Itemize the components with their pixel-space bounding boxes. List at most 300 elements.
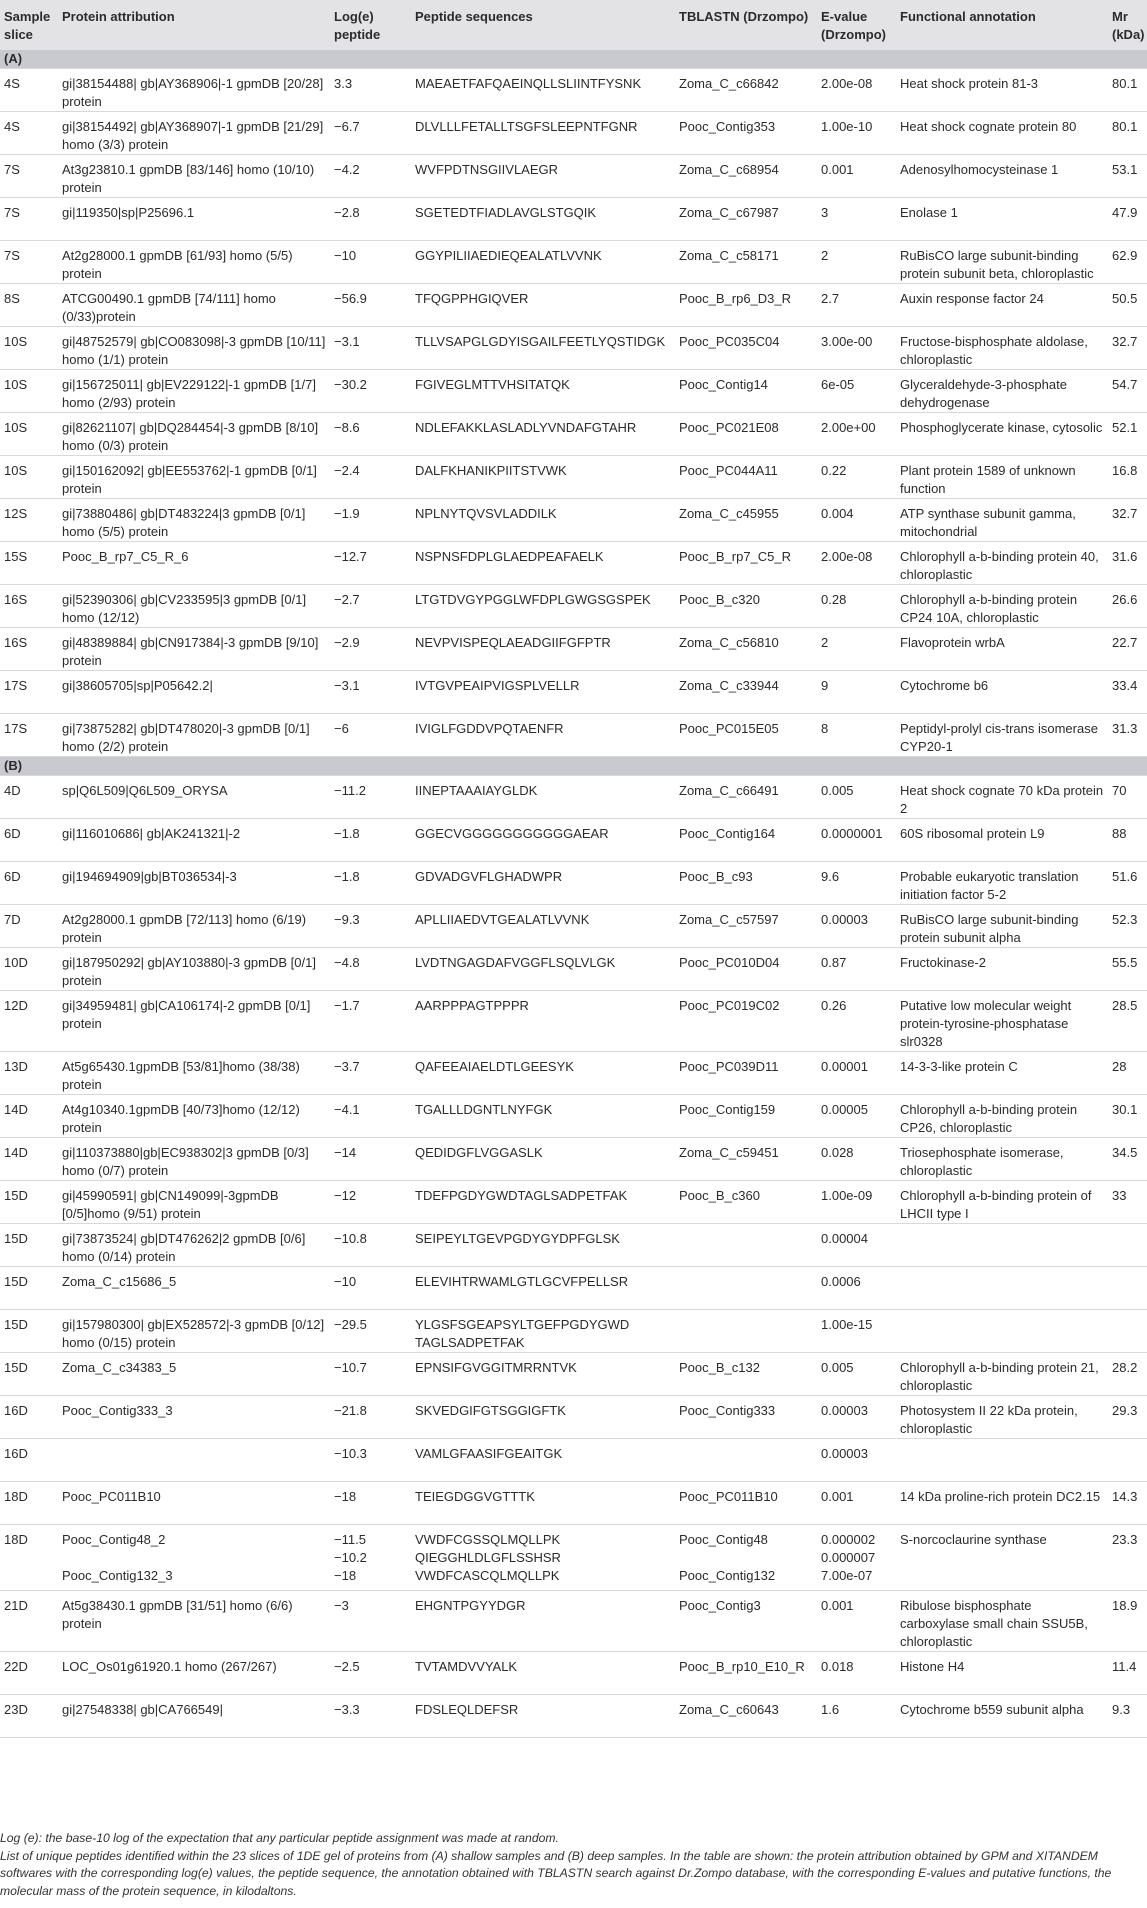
peptide-line: IVIGLFGDDVPQTAENFR: [415, 721, 564, 736]
cell-peptide-sequences: [411, 1138, 675, 1181]
cell-functional-annotation: [896, 1439, 1108, 1482]
cell-functional-annotation: RuBisCO large subunit-binding protein subunit alpha: [896, 905, 1108, 948]
cell-mr: 26.6: [1108, 585, 1147, 628]
cell-functional-annotation: Triosephosphate isomerase, chloroplastic: [896, 1138, 1108, 1181]
cell-peptide-sequences: [411, 991, 675, 1052]
cell-evalue: [817, 456, 896, 499]
section-row: [0, 757, 1147, 776]
cell-peptide-sequences: [411, 1310, 675, 1353]
tblastn-line: Pooc_B_rp6_D3_R: [679, 291, 792, 306]
cell-functional-annotation: Chlorophyll a-b-binding protein of LHCII type I: [896, 1181, 1108, 1224]
evalue-line: 3.00e-00: [821, 334, 873, 349]
cell-mr: 32.7: [1108, 327, 1147, 370]
cell-sample-slice: 23D: [0, 1695, 58, 1738]
cell-functional-annotation: 60S ribosomal protein L9: [896, 819, 1108, 862]
cell-mr: 31.3: [1108, 714, 1147, 757]
evalue-line: 1.00e-15: [821, 1317, 873, 1332]
table-row: [0, 1267, 1147, 1310]
cell-functional-annotation: Plant protein 1589 of unknown function: [896, 456, 1108, 499]
cell-sample-slice: 15D: [0, 1267, 58, 1310]
cell-tblastn: [675, 1181, 817, 1224]
cell-tblastn: [675, 1695, 817, 1738]
tblastn-line: Pooc_Contig353: [679, 119, 776, 134]
cell-functional-annotation: RuBisCO large subunit-binding protein subunit beta, chloroplastic: [896, 241, 1108, 284]
table-row: [0, 1181, 1147, 1224]
cell-evalue: [817, 585, 896, 628]
cell-protein-attribution: gi|157980300| gb|EX528572|-3 gpmDB [0/12] homo (0/15) protein: [58, 1310, 330, 1353]
cell-evalue: [817, 1052, 896, 1095]
cell-evalue: [817, 1525, 896, 1591]
cell-peptide-sequences: [411, 1267, 675, 1310]
cell-protein-attribution: gi|48389884| gb|CN917384|-3 gpmDB [9/10] protein: [58, 628, 330, 671]
cell-mr: 9.3: [1108, 1695, 1147, 1738]
cell-evalue: [817, 69, 896, 112]
tblastn-line: Pooc_B_c360: [679, 1188, 760, 1203]
cell-protein-attribution: Pooc_Contig48_2 Pooc_Contig132_3: [58, 1525, 330, 1591]
cell-protein-attribution: LOC_Os01g61920.1 homo (267/267): [58, 1652, 330, 1695]
cell-tblastn: [675, 862, 817, 905]
table-row: [0, 1052, 1147, 1095]
peptide-line: IVTGVPEAIPVIGSPLVELLR: [415, 678, 580, 693]
cell-functional-annotation: Fructokinase-2: [896, 948, 1108, 991]
cell-peptide-sequences: [411, 1095, 675, 1138]
cell-tblastn: [675, 542, 817, 585]
cell-functional-annotation: Peptidyl-prolyl cis-trans isomerase CYP20-1: [896, 714, 1108, 757]
cell-sample-slice: 21D: [0, 1591, 58, 1652]
table-row: [0, 905, 1147, 948]
peptide-line: VWDFCASCQLMQLLPK: [415, 1568, 560, 1583]
cell-evalue: [817, 1267, 896, 1310]
tblastn-line: [679, 1230, 813, 1248]
cell-sample-slice: 15D: [0, 1353, 58, 1396]
peptide-line: QAFEEAIAELDTLGEESYK: [415, 1059, 574, 1074]
peptide-line: FDSLEQLDEFSR: [415, 1702, 519, 1717]
cell-peptide-sequences: [411, 284, 675, 327]
cell-protein-attribution: gi|116010686| gb|AK241321|-2: [58, 819, 330, 862]
evalue-line: 0.000002: [821, 1532, 876, 1547]
evalue-line: 0.004: [821, 506, 854, 521]
cell-sample-slice: 15S: [0, 542, 58, 585]
cell-sample-slice: 7D: [0, 905, 58, 948]
cell-loge: −10.3: [330, 1439, 411, 1482]
cell-evalue: [817, 862, 896, 905]
peptide-line: QIEGGHLDLGFLSSHSR: [415, 1550, 561, 1565]
peptide-line: QEDIDGFLVGGASLK: [415, 1145, 543, 1160]
cell-loge: 3.3: [330, 69, 411, 112]
cell-functional-annotation: Probable eukaryotic translation initiation factor 5-2: [896, 862, 1108, 905]
cell-protein-attribution: gi|73875282| gb|DT478020|-3 gpmDB [0/1] homo (2/2) protein: [58, 714, 330, 757]
cell-peptide-sequences: [411, 499, 675, 542]
cell-tblastn: [675, 1138, 817, 1181]
cell-protein-attribution: gi|110373880|gb|EC938302|3 gpmDB [0/3] homo (0/7) protein: [58, 1138, 330, 1181]
footnote-loge: Log (e): the base-10 log of the expectation that any particular peptide assignment was made at random.: [0, 1831, 559, 1845]
header-sample-slice: Sample slice: [0, 0, 58, 50]
cell-functional-annotation: Heat shock cognate protein 80: [896, 112, 1108, 155]
peptide-line: TLLVSAPGLGDYISGAILFEETLYQSTIDGK: [415, 334, 666, 349]
evalue-line: 3: [821, 205, 829, 220]
cell-evalue: [817, 714, 896, 757]
evalue-line: 2.7: [821, 291, 840, 306]
cell-peptide-sequences: [411, 413, 675, 456]
table-row: [0, 948, 1147, 991]
section-row: [0, 50, 1147, 69]
cell-tblastn: [675, 905, 817, 948]
table-row: [0, 1396, 1147, 1439]
cell-tblastn: [675, 155, 817, 198]
cell-protein-attribution: Zoma_C_c15686_5: [58, 1267, 330, 1310]
cell-loge: −1.9: [330, 499, 411, 542]
peptide-line: VWDFCGSSQLMQLLPK: [415, 1532, 561, 1547]
cell-loge: −6.7: [330, 112, 411, 155]
cell-functional-annotation: [896, 1267, 1108, 1310]
cell-functional-annotation: Chlorophyll a-b-binding protein 21, chloroplastic: [896, 1353, 1108, 1396]
cell-tblastn: [675, 198, 817, 241]
cell-loge: −11.2: [330, 776, 411, 819]
cell-tblastn: [675, 241, 817, 284]
cell-sample-slice: 16D: [0, 1439, 58, 1482]
section-label: (B): [0, 757, 1147, 776]
cell-functional-annotation: Putative low molecular weight protein-tyrosine-phosphatase slr0328: [896, 991, 1108, 1052]
cell-loge: −18: [330, 1482, 411, 1525]
evalue-line: 0.87: [821, 955, 847, 970]
cell-peptide-sequences: [411, 905, 675, 948]
evalue-line: 0.005: [821, 1360, 854, 1375]
cell-sample-slice: 10S: [0, 456, 58, 499]
table-row: [0, 112, 1147, 155]
table-row: [0, 1138, 1147, 1181]
cell-evalue: [817, 155, 896, 198]
cell-peptide-sequences: [411, 69, 675, 112]
peptide-line: YLGSFSGEAPSYLTGEFPGDYGWD: [415, 1317, 630, 1332]
tblastn-line: Pooc_PC010D04: [679, 955, 780, 970]
table-row: [0, 456, 1147, 499]
cell-peptide-sequences: [411, 1591, 675, 1652]
tblastn-line: Pooc_Contig48: [679, 1532, 768, 1547]
cell-protein-attribution: gi|38605705|sp|P05642.2|: [58, 671, 330, 714]
evalue-line: 0.00004: [821, 1231, 868, 1246]
cell-tblastn: [675, 628, 817, 671]
table-row: [0, 1525, 1147, 1591]
table-row: [0, 819, 1147, 862]
cell-loge: −2.8: [330, 198, 411, 241]
peptide-line: TFQGPPHGIQVER: [415, 291, 529, 306]
cell-tblastn: [675, 714, 817, 757]
peptide-line: VAMLGFAASIFGEAITGK: [415, 1446, 563, 1461]
cell-functional-annotation: 14 kDa proline-rich protein DC2.15: [896, 1482, 1108, 1525]
peptide-line: TGALLLDGNTLNYFGK: [415, 1102, 553, 1117]
cell-tblastn: [675, 585, 817, 628]
tblastn-line: Zoma_C_c66842: [679, 76, 779, 91]
cell-evalue: [817, 1224, 896, 1267]
cell-peptide-sequences: [411, 671, 675, 714]
cell-evalue: [817, 499, 896, 542]
evalue-line: 0.00003: [821, 912, 868, 927]
cell-functional-annotation: Chlorophyll a-b-binding protein CP26, chloroplastic: [896, 1095, 1108, 1138]
cell-loge: −2.4: [330, 456, 411, 499]
cell-mr: 11.4: [1108, 1652, 1147, 1695]
cell-sample-slice: 4S: [0, 69, 58, 112]
peptide-line: GGYPILIIAEDIEQEALATLVVNK: [415, 248, 602, 263]
tblastn-line: Zoma_C_c59451: [679, 1145, 779, 1160]
tblastn-line: [679, 1273, 813, 1291]
table-row: [0, 69, 1147, 112]
peptide-line: GGECVGGGGGGGGGGGAEAR: [415, 826, 609, 841]
peptide-line: WVFPDTNSGIIVLAEGR: [415, 162, 559, 177]
cell-peptide-sequences: [411, 585, 675, 628]
header-tblastn: TBLASTN (Drzompo): [675, 0, 817, 50]
evalue-line: 0.00005: [821, 1102, 868, 1117]
tblastn-line: Pooc_Contig14: [679, 377, 768, 392]
tblastn-line: Zoma_C_c58171: [679, 248, 779, 263]
cell-peptide-sequences: [411, 1652, 675, 1695]
cell-mr: [1108, 1224, 1147, 1267]
cell-loge: −21.8: [330, 1396, 411, 1439]
cell-tblastn: [675, 69, 817, 112]
header-functional-annotation: Functional annotation: [896, 0, 1108, 50]
evalue-line: 2: [821, 248, 829, 263]
cell-mr: 52.1: [1108, 413, 1147, 456]
cell-tblastn: [675, 991, 817, 1052]
evalue-line: 0.018: [821, 1659, 854, 1674]
table-row: [0, 1439, 1147, 1482]
cell-mr: 28.5: [1108, 991, 1147, 1052]
cell-tblastn: [675, 948, 817, 991]
cell-tblastn: [675, 1525, 817, 1591]
peptide-line: NPLNYTQVSVLADDILK: [415, 506, 557, 521]
cell-sample-slice: 10D: [0, 948, 58, 991]
header-row: [0, 0, 1147, 50]
table-row: [0, 1652, 1147, 1695]
cell-evalue: [817, 1482, 896, 1525]
cell-peptide-sequences: [411, 1525, 675, 1591]
cell-peptide-sequences: [411, 542, 675, 585]
evalue-line: 2: [821, 635, 829, 650]
footnote-caption: List of unique peptides identified within the 23 slices of 1DE gel of proteins from (A) shallow samples and (B) deep samples. In the table are shown: the protein attribution obtained by GPM and XITANDEM softwares with the corresponding log(e) values, the peptide sequence, the annotation obtained with TBLASTN search against Dr.Zompo database, with the corresponding E-values and putative functions, the molecular mass of the protein sequence, in kilodaltons.: [0, 1848, 1112, 1898]
cell-peptide-sequences: [411, 862, 675, 905]
cell-functional-annotation: Flavoprotein wrbA: [896, 628, 1108, 671]
evalue-line: 8: [821, 721, 829, 736]
cell-loge: −4.2: [330, 155, 411, 198]
cell-loge: −56.9: [330, 284, 411, 327]
tblastn-line: Zoma_C_c56810: [679, 635, 779, 650]
cell-mr: 70: [1108, 776, 1147, 819]
tblastn-line: Pooc_B_c320: [679, 592, 760, 607]
cell-sample-slice: 6D: [0, 819, 58, 862]
cell-tblastn: [675, 112, 817, 155]
cell-functional-annotation: Cytochrome b6: [896, 671, 1108, 714]
cell-peptide-sequences: [411, 1482, 675, 1525]
cell-loge: −1.8: [330, 819, 411, 862]
cell-protein-attribution: gi|187950292| gb|AY103880|-3 gpmDB [0/1] protein: [58, 948, 330, 991]
peptide-line: FGIVEGLMTTVHSITATQK: [415, 377, 570, 392]
table-row: [0, 1310, 1147, 1353]
cell-loge: −4.8: [330, 948, 411, 991]
tblastn-line: Zoma_C_c68954: [679, 162, 779, 177]
cell-tblastn: [675, 1439, 817, 1482]
cell-functional-annotation: Heat shock protein 81-3: [896, 69, 1108, 112]
cell-mr: 18.9: [1108, 1591, 1147, 1652]
cell-loge: −6: [330, 714, 411, 757]
cell-mr: 33.4: [1108, 671, 1147, 714]
peptide-line: ELEVIHTRWAMLGTLGCVFPELLSR: [415, 1274, 629, 1289]
header-mr: Mr (kDa): [1108, 0, 1147, 50]
table-row: [0, 1695, 1147, 1738]
table-row: [0, 776, 1147, 819]
cell-evalue: [817, 112, 896, 155]
cell-protein-attribution: gi|38154492| gb|AY368907|-1 gpmDB [21/29] homo (3/3) protein: [58, 112, 330, 155]
cell-protein-attribution: gi|194694909|gb|BT036534|-3: [58, 862, 330, 905]
cell-protein-attribution: gi|38154488| gb|AY368906|-1 gpmDB [20/28] protein: [58, 69, 330, 112]
cell-mr: 54.7: [1108, 370, 1147, 413]
tblastn-line: Zoma_C_c33944: [679, 678, 779, 693]
cell-sample-slice: 7S: [0, 155, 58, 198]
cell-protein-attribution: Zoma_C_c34383_5: [58, 1353, 330, 1396]
tblastn-line: Pooc_PC021E08: [679, 420, 779, 435]
tblastn-line: Zoma_C_c45955: [679, 506, 779, 521]
cell-evalue: [817, 671, 896, 714]
cell-protein-attribution: gi|34959481| gb|CA106174|-2 gpmDB [0/1] protein: [58, 991, 330, 1052]
cell-evalue: [817, 948, 896, 991]
cell-functional-annotation: Chlorophyll a-b-binding protein CP24 10A, chloroplastic: [896, 585, 1108, 628]
cell-protein-attribution: At3g23810.1 gpmDB [83/146] homo (10/10) protein: [58, 155, 330, 198]
cell-mr: [1108, 1310, 1147, 1353]
cell-evalue: [817, 327, 896, 370]
evalue-line: 2.00e-08: [821, 76, 873, 91]
tblastn-line: Pooc_PC035C04: [679, 334, 780, 349]
header-protein-attribution: Protein attribution: [58, 0, 330, 50]
evalue-line: 9.6: [821, 869, 840, 884]
cell-sample-slice: 8S: [0, 284, 58, 327]
cell-peptide-sequences: [411, 714, 675, 757]
cell-functional-annotation: [896, 1310, 1108, 1353]
cell-mr: [1108, 1439, 1147, 1482]
cell-sample-slice: 13D: [0, 1052, 58, 1095]
cell-sample-slice: 16S: [0, 628, 58, 671]
cell-evalue: [817, 1138, 896, 1181]
tblastn-line: Pooc_Contig164: [679, 826, 776, 841]
cell-evalue: [817, 413, 896, 456]
cell-loge: −14: [330, 1138, 411, 1181]
cell-functional-annotation: Fructose-bisphosphate aldolase, chloroplastic: [896, 327, 1108, 370]
peptide-line: IINEPTAAAIAYGLDK: [415, 783, 538, 798]
table-row: [0, 370, 1147, 413]
peptide-line: NSPNSFDPLGLAEDPEAFAELK: [415, 549, 604, 564]
peptide-line: EHGNTPGYYDGR: [415, 1598, 526, 1613]
peptide-line: APLLIIAEDVTGEALATLVVNK: [415, 912, 590, 927]
cell-tblastn: [675, 1591, 817, 1652]
cell-peptide-sequences: [411, 112, 675, 155]
table-row: [0, 671, 1147, 714]
cell-functional-annotation: Chlorophyll a-b-binding protein 40, chloroplastic: [896, 542, 1108, 585]
tblastn-line: Pooc_B_rp7_C5_R: [679, 549, 792, 564]
table-row: [0, 1482, 1147, 1525]
header-evalue: E-value (Drzompo): [817, 0, 896, 50]
cell-mr: 32.7: [1108, 499, 1147, 542]
evalue-line: 0.005: [821, 783, 854, 798]
cell-protein-attribution: gi|45990591| gb|CN149099|-3gpmDB [0/5]homo (9/51) protein: [58, 1181, 330, 1224]
cell-protein-attribution: gi|156725011| gb|EV229122|-1 gpmDB [1/7] homo (2/93) protein: [58, 370, 330, 413]
cell-mr: 50.5: [1108, 284, 1147, 327]
evalue-line: 0.26: [821, 998, 847, 1013]
tblastn-line: Zoma_C_c57597: [679, 912, 779, 927]
cell-evalue: [817, 1396, 896, 1439]
peptide-line: TEIEGDGGVGTTTK: [415, 1489, 535, 1504]
header-peptide-sequences: Peptide sequences: [411, 0, 675, 50]
cell-sample-slice: 7S: [0, 241, 58, 284]
cell-mr: 80.1: [1108, 69, 1147, 112]
cell-tblastn: [675, 1482, 817, 1525]
cell-sample-slice: 18D: [0, 1482, 58, 1525]
table-row: [0, 991, 1147, 1052]
table-row: [0, 284, 1147, 327]
evalue-line: 1.00e-09: [821, 1188, 873, 1203]
cell-functional-annotation: Histone H4: [896, 1652, 1108, 1695]
cell-protein-attribution: gi|119350|sp|P25696.1: [58, 198, 330, 241]
cell-loge: −1.8: [330, 862, 411, 905]
cell-mr: 80.1: [1108, 112, 1147, 155]
cell-sample-slice: 16D: [0, 1396, 58, 1439]
cell-functional-annotation: Auxin response factor 24: [896, 284, 1108, 327]
cell-tblastn: [675, 499, 817, 542]
cell-protein-attribution: ATCG00490.1 gpmDB [74/111] homo (0/33)protein: [58, 284, 330, 327]
cell-sample-slice: 12S: [0, 499, 58, 542]
cell-functional-annotation: Glyceraldehyde-3-phosphate dehydrogenase: [896, 370, 1108, 413]
tblastn-line: Pooc_PC044A11: [679, 463, 778, 478]
cell-protein-attribution: At2g28000.1 gpmDB [72/113] homo (6/19) protein: [58, 905, 330, 948]
tblastn-line: Pooc_PC011B10: [679, 1489, 778, 1504]
evalue-line: 0.00003: [821, 1446, 868, 1461]
cell-mr: 22.7: [1108, 628, 1147, 671]
evalue-line: 0.0000001: [821, 826, 883, 841]
cell-mr: 31.6: [1108, 542, 1147, 585]
cell-loge: −3.7: [330, 1052, 411, 1095]
cell-mr: 14.3: [1108, 1482, 1147, 1525]
cell-protein-attribution: gi|48752579| gb|CO083098|-3 gpmDB [10/11] homo (1/1) protein: [58, 327, 330, 370]
table-row: [0, 585, 1147, 628]
cell-protein-attribution: Pooc_Contig333_3: [58, 1396, 330, 1439]
evalue-line: 9: [821, 678, 829, 693]
cell-evalue: [817, 198, 896, 241]
table-row: [0, 628, 1147, 671]
cell-mr: 30.1: [1108, 1095, 1147, 1138]
cell-peptide-sequences: [411, 327, 675, 370]
cell-functional-annotation: Ribulose bisphosphate carboxylase small chain SSU5B, chloroplastic: [896, 1591, 1108, 1652]
peptide-line: TAGLSADPETFAK: [415, 1335, 525, 1350]
cell-mr: 34.5: [1108, 1138, 1147, 1181]
table-row: [0, 1095, 1147, 1138]
cell-loge: −3.3: [330, 1695, 411, 1738]
cell-evalue: [817, 542, 896, 585]
cell-sample-slice: 6D: [0, 862, 58, 905]
cell-peptide-sequences: [411, 948, 675, 991]
cell-mr: 28: [1108, 1052, 1147, 1095]
table-row: [0, 499, 1147, 542]
evalue-line: 1.00e-10: [821, 119, 873, 134]
section-label: (A): [0, 50, 1147, 69]
cell-evalue: [817, 284, 896, 327]
tblastn-line: Pooc_B_rp10_E10_R: [679, 1659, 805, 1674]
cell-peptide-sequences: [411, 1353, 675, 1396]
cell-evalue: [817, 241, 896, 284]
cell-sample-slice: 16S: [0, 585, 58, 628]
cell-evalue: [817, 628, 896, 671]
tblastn-line: Pooc_B_c132: [679, 1360, 760, 1375]
peptide-line: EPNSIFGVGGITMRRNTVK: [415, 1360, 577, 1375]
footnotes: [0, 1830, 1147, 1900]
cell-evalue: [817, 1652, 896, 1695]
table-row: [0, 714, 1147, 757]
cell-functional-annotation: Photosystem II 22 kDa protein, chloroplastic: [896, 1396, 1108, 1439]
